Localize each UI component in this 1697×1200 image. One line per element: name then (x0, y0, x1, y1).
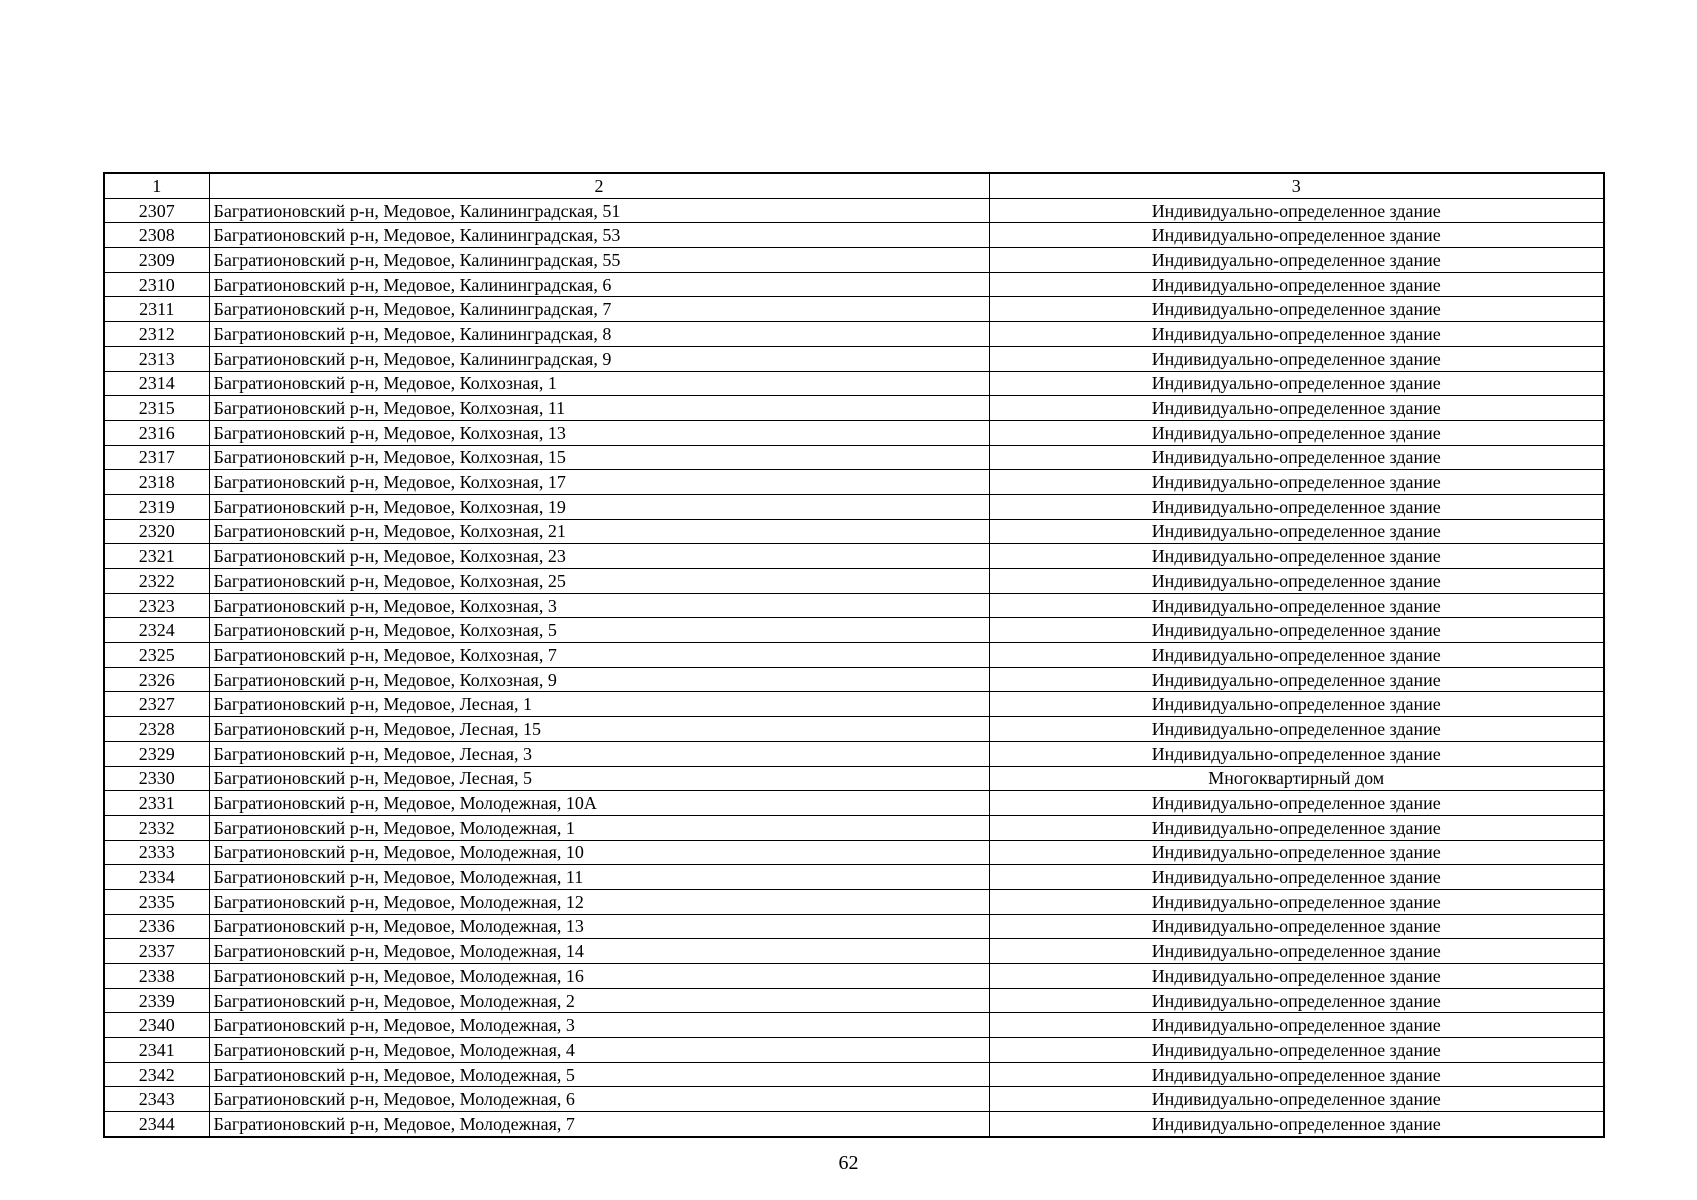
table-row (104, 371, 1604, 396)
row-number: 2308 (104, 223, 209, 248)
table-row (104, 445, 1604, 470)
object-type-cell: Индивидуально-определенное здание (989, 865, 1604, 890)
row-number: 2323 (104, 593, 209, 618)
row-number: 2312 (104, 322, 209, 347)
row-number: 2339 (104, 988, 209, 1013)
table-row (104, 1013, 1604, 1038)
address-cell: Багратионовский р-н, Медовое, Колхозная, 1 (209, 371, 989, 396)
table-row (104, 1062, 1604, 1087)
object-type-cell: Индивидуально-определенное здание (989, 371, 1604, 396)
object-type-cell: Индивидуально-определенное здание (989, 519, 1604, 544)
object-type-cell: Индивидуально-определенное здание (989, 198, 1604, 223)
row-number: 2318 (104, 470, 209, 495)
object-type-cell: Индивидуально-определенное здание (989, 840, 1604, 865)
object-type-cell: Индивидуально-определенное здание (989, 741, 1604, 766)
object-type-cell: Индивидуально-определенное здание (989, 223, 1604, 248)
row-number: 2314 (104, 371, 209, 396)
address-cell: Багратионовский р-н, Медовое, Молодежная, 7 (209, 1112, 989, 1137)
row-number: 2329 (104, 741, 209, 766)
table-row (104, 346, 1604, 371)
row-number: 2311 (104, 297, 209, 322)
address-cell: Багратионовский р-н, Медовое, Колхозная, 3 (209, 593, 989, 618)
table-row (104, 297, 1604, 322)
row-number: 2315 (104, 396, 209, 421)
address-cell: Багратионовский р-н, Медовое, Калининградская, 9 (209, 346, 989, 371)
object-type-cell: Индивидуально-определенное здание (989, 964, 1604, 989)
row-number: 2322 (104, 569, 209, 594)
object-type-cell: Индивидуально-определенное здание (989, 791, 1604, 816)
table-row (104, 692, 1604, 717)
row-number: 2343 (104, 1087, 209, 1112)
address-cell: Багратионовский р-н, Медовое, Молодежная, 6 (209, 1087, 989, 1112)
object-type-cell: Индивидуально-определенное здание (989, 593, 1604, 618)
object-type-cell: Индивидуально-определенное здание (989, 569, 1604, 594)
row-number: 2338 (104, 964, 209, 989)
address-cell: Багратионовский р-н, Медовое, Молодежная, 4 (209, 1038, 989, 1063)
table-row (104, 593, 1604, 618)
table-row (104, 1038, 1604, 1063)
table-header-row (104, 173, 1604, 198)
table-row (104, 322, 1604, 347)
object-type-cell: Индивидуально-определенное здание (989, 248, 1604, 273)
object-type-cell: Индивидуально-определенное здание (989, 1013, 1604, 1038)
address-cell: Багратионовский р-н, Медовое, Колхозная, 19 (209, 494, 989, 519)
row-number: 2334 (104, 865, 209, 890)
object-type-cell: Индивидуально-определенное здание (989, 988, 1604, 1013)
row-number: 2321 (104, 544, 209, 569)
address-cell: Багратионовский р-н, Медовое, Молодежная, 3 (209, 1013, 989, 1038)
table-row (104, 717, 1604, 742)
address-cell: Багратионовский р-н, Медовое, Лесная, 3 (209, 741, 989, 766)
table-row (104, 667, 1604, 692)
object-type-cell: Индивидуально-определенное здание (989, 297, 1604, 322)
table-row (104, 494, 1604, 519)
table-row (104, 569, 1604, 594)
row-number: 2340 (104, 1013, 209, 1038)
table-row (104, 643, 1604, 668)
address-cell: Багратионовский р-н, Медовое, Колхозная, 15 (209, 445, 989, 470)
table-row (104, 1112, 1604, 1137)
address-cell: Багратионовский р-н, Медовое, Молодежная, 14 (209, 939, 989, 964)
row-number: 2333 (104, 840, 209, 865)
address-cell: Багратионовский р-н, Медовое, Молодежная, 13 (209, 914, 989, 939)
object-type-cell: Индивидуально-определенное здание (989, 914, 1604, 939)
row-number: 2332 (104, 815, 209, 840)
table-row (104, 865, 1604, 890)
table-row (104, 470, 1604, 495)
row-number: 2317 (104, 445, 209, 470)
address-cell: Багратионовский р-н, Медовое, Молодежная, 12 (209, 889, 989, 914)
row-number: 2335 (104, 889, 209, 914)
address-cell: Багратионовский р-н, Медовое, Лесная, 15 (209, 717, 989, 742)
address-cell: Багратионовский р-н, Медовое, Калининградская, 51 (209, 198, 989, 223)
object-type-cell: Индивидуально-определенное здание (989, 692, 1604, 717)
object-type-cell: Индивидуально-определенное здание (989, 1062, 1604, 1087)
address-cell: Багратионовский р-н, Медовое, Молодежная, 2 (209, 988, 989, 1013)
registry-table (103, 172, 1605, 1138)
object-type-cell: Индивидуально-определенное здание (989, 445, 1604, 470)
table-row (104, 766, 1604, 791)
object-type-cell: Индивидуально-определенное здание (989, 1087, 1604, 1112)
object-type-cell: Индивидуально-определенное здание (989, 346, 1604, 371)
table-row (104, 618, 1604, 643)
address-cell: Багратионовский р-н, Медовое, Колхозная, 17 (209, 470, 989, 495)
object-type-cell: Индивидуально-определенное здание (989, 667, 1604, 692)
object-type-cell: Индивидуально-определенное здание (989, 1038, 1604, 1063)
row-number: 2307 (104, 198, 209, 223)
row-number: 2330 (104, 766, 209, 791)
row-number: 2316 (104, 420, 209, 445)
row-number: 2326 (104, 667, 209, 692)
table-row (104, 939, 1604, 964)
table-row (104, 248, 1604, 273)
object-type-cell: Индивидуально-определенное здание (989, 544, 1604, 569)
object-type-cell: Многоквартирный дом (989, 766, 1604, 791)
object-type-cell: Индивидуально-определенное здание (989, 470, 1604, 495)
table-row (104, 988, 1604, 1013)
object-type-cell: Индивидуально-определенное здание (989, 322, 1604, 347)
table-row (104, 544, 1604, 569)
row-number: 2324 (104, 618, 209, 643)
object-type-cell: Индивидуально-определенное здание (989, 494, 1604, 519)
row-number: 2328 (104, 717, 209, 742)
address-cell: Багратионовский р-н, Медовое, Калининградская, 6 (209, 272, 989, 297)
row-number: 2310 (104, 272, 209, 297)
address-cell: Багратионовский р-н, Медовое, Молодежная, 5 (209, 1062, 989, 1087)
column-header-1: 1 (104, 173, 209, 198)
row-number: 2341 (104, 1038, 209, 1063)
object-type-cell: Индивидуально-определенное здание (989, 396, 1604, 421)
address-cell: Багратионовский р-н, Медовое, Колхозная, 9 (209, 667, 989, 692)
address-cell: Багратионовский р-н, Медовое, Калининградская, 53 (209, 223, 989, 248)
row-number: 2336 (104, 914, 209, 939)
table-row (104, 889, 1604, 914)
address-cell: Багратионовский р-н, Медовое, Колхозная, 21 (209, 519, 989, 544)
row-number: 2344 (104, 1112, 209, 1137)
table-row (104, 840, 1604, 865)
row-number: 2342 (104, 1062, 209, 1087)
object-type-cell: Индивидуально-определенное здание (989, 618, 1604, 643)
address-cell: Багратионовский р-н, Медовое, Калининградская, 55 (209, 248, 989, 273)
table-row (104, 791, 1604, 816)
table-row (104, 223, 1604, 248)
row-number: 2325 (104, 643, 209, 668)
object-type-cell: Индивидуально-определенное здание (989, 420, 1604, 445)
table-row (104, 815, 1604, 840)
row-number: 2337 (104, 939, 209, 964)
address-cell: Багратионовский р-н, Медовое, Молодежная, 16 (209, 964, 989, 989)
row-number: 2309 (104, 248, 209, 273)
object-type-cell: Индивидуально-определенное здание (989, 889, 1604, 914)
row-number: 2320 (104, 519, 209, 544)
table-row (104, 741, 1604, 766)
page-number: 62 (838, 1152, 859, 1174)
object-type-cell: Индивидуально-определенное здание (989, 939, 1604, 964)
table-row (104, 1087, 1604, 1112)
address-cell: Багратионовский р-н, Медовое, Молодежная, 1 (209, 815, 989, 840)
address-cell: Багратионовский р-н, Медовое, Колхозная, 11 (209, 396, 989, 421)
address-cell: Багратионовский р-н, Медовое, Лесная, 5 (209, 766, 989, 791)
address-cell: Багратионовский р-н, Медовое, Колхозная, 13 (209, 420, 989, 445)
table-row (104, 198, 1604, 223)
address-cell: Багратионовский р-н, Медовое, Лесная, 1 (209, 692, 989, 717)
registry-table-body (104, 173, 1604, 1137)
table-row (104, 519, 1604, 544)
object-type-cell: Индивидуально-определенное здание (989, 815, 1604, 840)
table-row (104, 914, 1604, 939)
address-cell: Багратионовский р-н, Медовое, Молодежная, 11 (209, 865, 989, 890)
table-row (104, 272, 1604, 297)
address-cell: Багратионовский р-н, Медовое, Колхозная, 25 (209, 569, 989, 594)
address-cell: Багратионовский р-н, Медовое, Колхозная, 7 (209, 643, 989, 668)
row-number: 2313 (104, 346, 209, 371)
column-header-2: 2 (209, 173, 989, 198)
object-type-cell: Индивидуально-определенное здание (989, 717, 1604, 742)
row-number: 2327 (104, 692, 209, 717)
address-cell: Багратионовский р-н, Медовое, Калининградская, 8 (209, 322, 989, 347)
object-type-cell: Индивидуально-определенное здание (989, 272, 1604, 297)
address-cell: Багратионовский р-н, Медовое, Колхозная, 5 (209, 618, 989, 643)
row-number: 2331 (104, 791, 209, 816)
object-type-cell: Индивидуально-определенное здание (989, 1112, 1604, 1137)
address-cell: Багратионовский р-н, Медовое, Молодежная, 10 (209, 840, 989, 865)
table-row (104, 396, 1604, 421)
address-cell: Багратионовский р-н, Медовое, Молодежная, 10А (209, 791, 989, 816)
column-header-3: 3 (989, 173, 1604, 198)
object-type-cell: Индивидуально-определенное здание (989, 643, 1604, 668)
address-cell: Багратионовский р-н, Медовое, Колхозная, 23 (209, 544, 989, 569)
address-cell: Багратионовский р-н, Медовое, Калининградская, 7 (209, 297, 989, 322)
row-number: 2319 (104, 494, 209, 519)
table-row (104, 964, 1604, 989)
table-row (104, 420, 1604, 445)
